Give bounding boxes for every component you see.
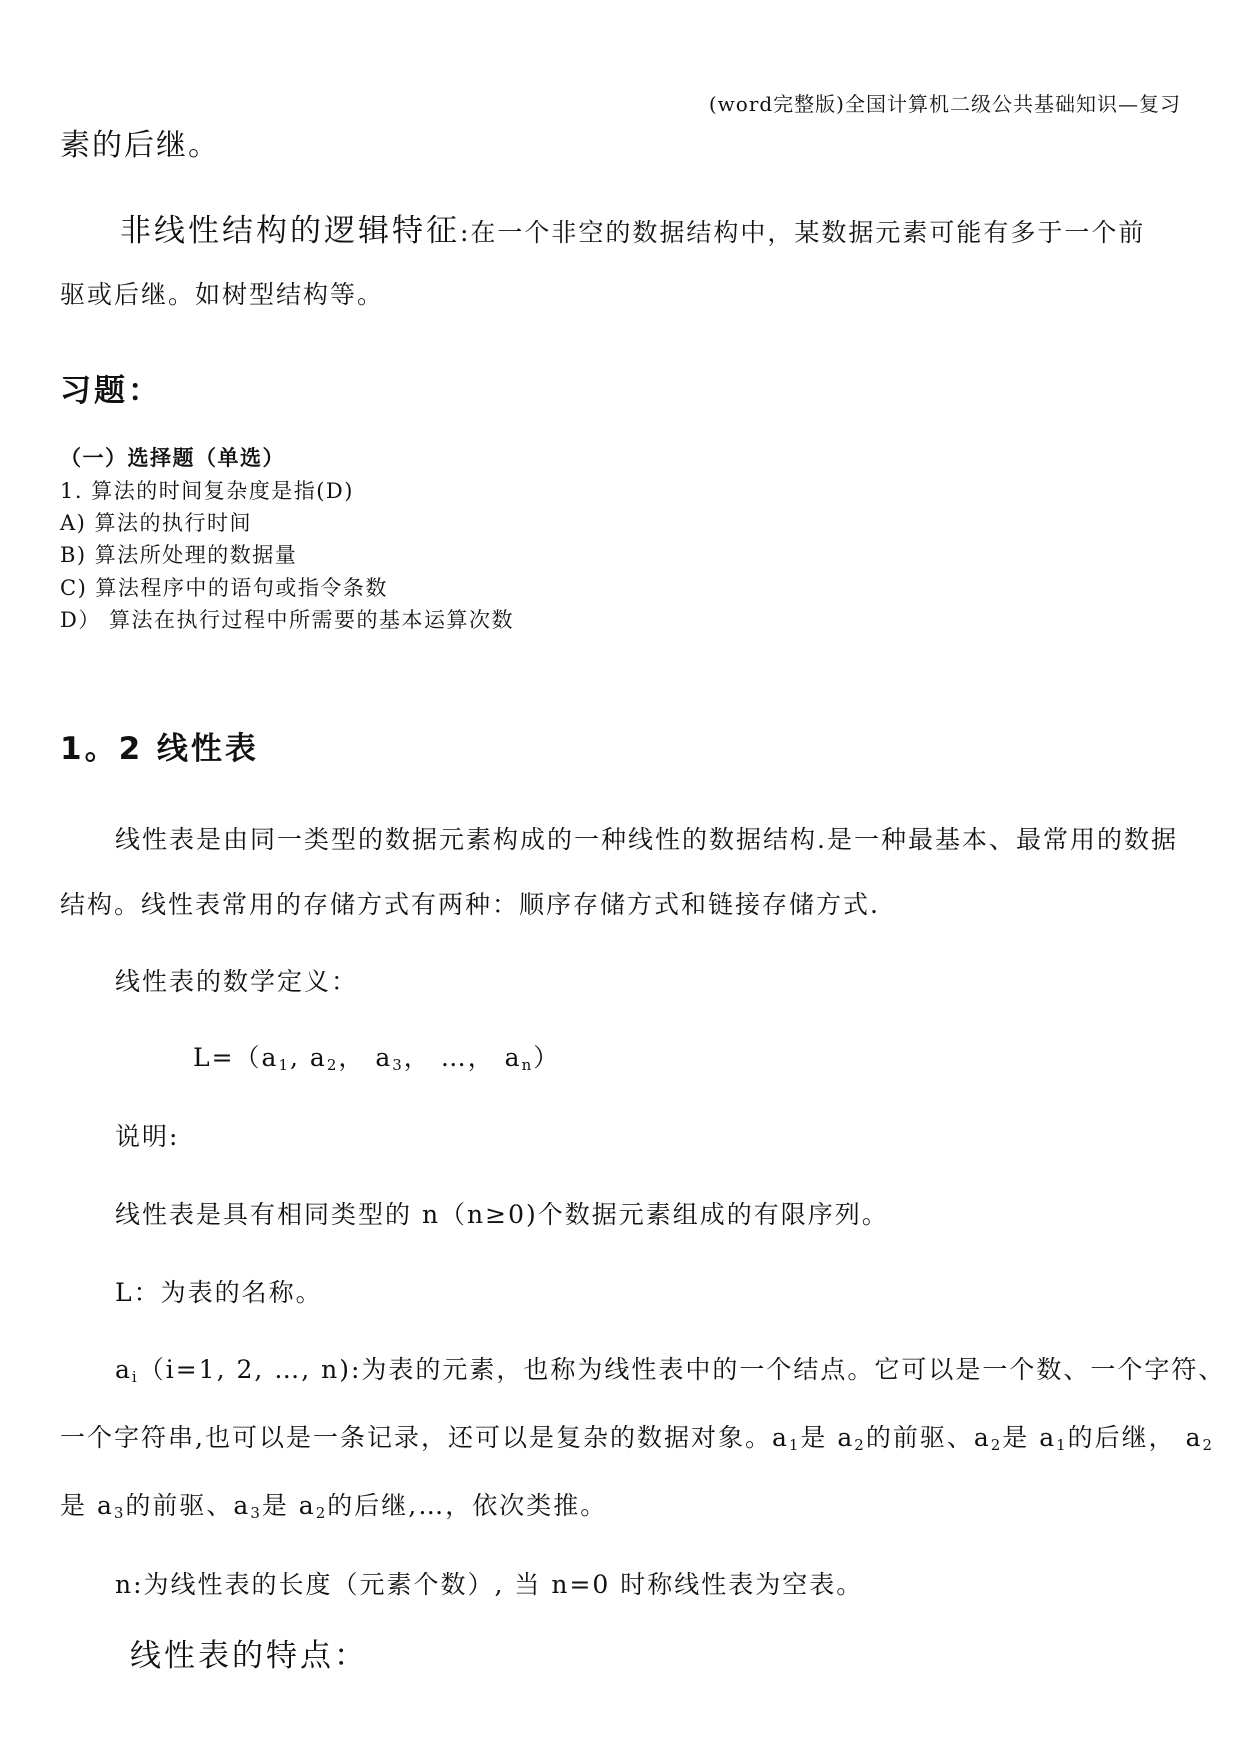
explain-label: 说明: <box>115 1122 180 1151</box>
p4-text: 的前驱、a <box>125 1491 251 1520</box>
p4-text: 是 a <box>1002 1423 1057 1452</box>
p4-sub: 3 <box>113 1504 126 1522</box>
p4-text: （i=1, 2, …, n):为表的元素，也称为线性表中的一个结点。它可以是一个数、一个字符、 <box>138 1355 1226 1384</box>
formula <box>193 1038 560 1074</box>
option-b: B) 算法所处理的数据量 <box>60 543 298 567</box>
paragraph-4-line3 <box>60 1486 607 1522</box>
p4-text: 的后继,…，依次类推。 <box>327 1491 608 1520</box>
paragraph-4 <box>115 1350 1225 1386</box>
paragraph-2: 线性表是具有相同类型的 n（n≥0)个数据元素组成的有限序列。 <box>115 1200 889 1229</box>
section-heading: 1。2 线性表 <box>60 731 259 767</box>
formula-text: ， a <box>338 1043 393 1072</box>
p4-text: 是 a <box>261 1491 316 1520</box>
formula-sub: 2 <box>326 1056 339 1074</box>
option-d: D） 算法在执行过程中所需要的基本运算次数 <box>60 608 515 632</box>
p4-sub: 1 <box>788 1436 801 1454</box>
formula-sub: 1 <box>278 1056 291 1074</box>
intro-line: 素的后继。 <box>60 128 220 163</box>
p4-text: 的后继， a <box>1067 1423 1203 1452</box>
formula-text: L=（a <box>193 1043 279 1072</box>
page-header: (word完整版)全国计算机二级公共基础知识—复习 <box>708 92 1181 116</box>
paragraph-5: n:为线性表的长度（元素个数）, 当 n=0 时称线性表为空表。 <box>115 1570 864 1599</box>
paragraph-3: L：为表的名称。 <box>115 1278 323 1307</box>
paragraph-1: 线性表是由同一类型的数据元素构成的一种线性的数据结构.是一种最基本、最常用的数据 <box>115 825 1178 854</box>
exercise-section-title: （一）选择题（单选） <box>60 446 285 470</box>
p4-text: 是 a <box>60 1491 114 1520</box>
exercises-heading: 习题： <box>60 373 162 409</box>
p4-sub: 2 <box>854 1436 866 1454</box>
nonlinear-paragraph <box>120 205 1145 250</box>
features-heading: 线性表的特点： <box>130 1638 368 1674</box>
formula-text: ， …， a <box>403 1043 522 1072</box>
paragraph-4-line2 <box>60 1418 1214 1454</box>
nonlinear-paragraph-cont: 驱或后继。如树型结构等。 <box>60 280 385 309</box>
p4-sub: 2 <box>990 1436 1003 1454</box>
p4-sub: 1 <box>1056 1436 1068 1454</box>
p4-sub: 2 <box>1202 1436 1215 1454</box>
option-c: C) 算法程序中的语句或指令条数 <box>60 576 388 600</box>
p4-text: a <box>115 1355 132 1384</box>
formula-sub: 3 <box>392 1056 404 1074</box>
option-a: A) 算法的执行时间 <box>60 511 253 535</box>
p4-text: 的前驱、a <box>865 1423 991 1452</box>
nonlinear-label: 非线性结构的逻辑特征 <box>120 213 460 249</box>
p4-sub: i <box>131 1368 139 1386</box>
p4-sub: 3 <box>250 1504 262 1522</box>
paragraph-1-cont: 结构。线性表常用的存储方式有两种：顺序存储方式和链接存储方式. <box>60 890 880 919</box>
p4-sub: 2 <box>315 1504 328 1522</box>
nonlinear-text: :在一个非空的数据结构中，某数据元素可能有多于一个前 <box>460 218 1146 247</box>
p4-text: 一个字符串,也可以是一条记录，还可以是复杂的数据对象。a <box>60 1423 789 1452</box>
formula-sub: n <box>521 1056 534 1074</box>
p4-text: 是 a <box>800 1423 855 1452</box>
question-1: 1. 算法的时间复杂度是指(D) <box>60 479 354 503</box>
formula-text: , a <box>290 1043 327 1072</box>
formula-text: ） <box>533 1043 561 1072</box>
definition-label: 线性表的数学定义： <box>115 967 359 996</box>
